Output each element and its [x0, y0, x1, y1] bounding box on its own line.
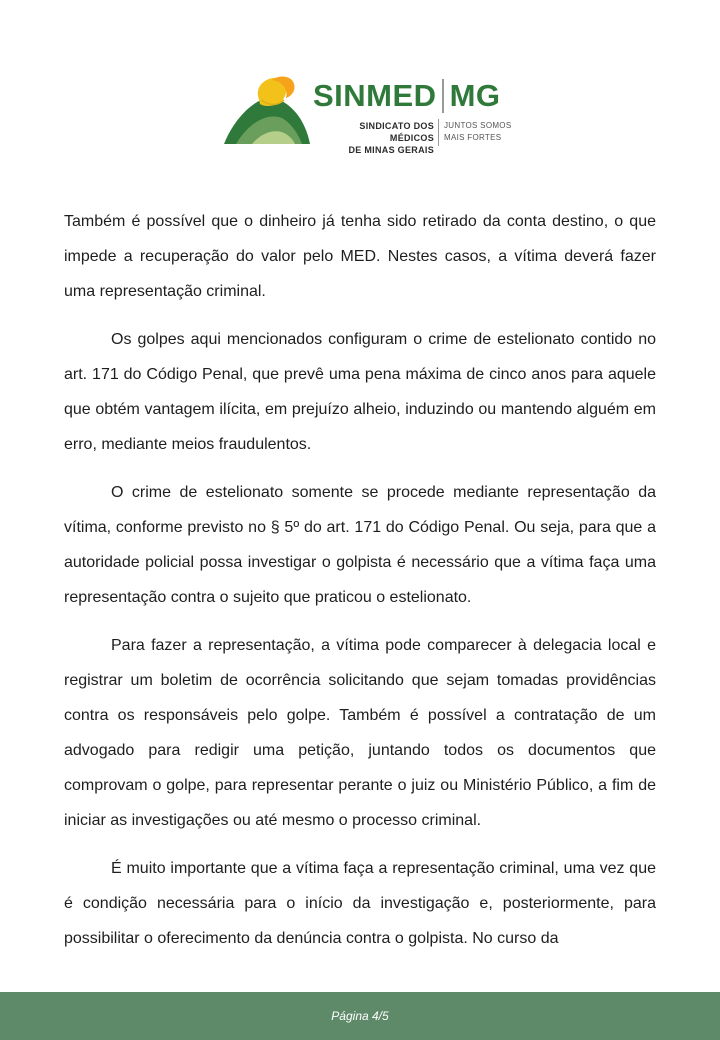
page-number: Página 4/5: [331, 1009, 389, 1023]
brand-name: SINMED: [313, 78, 437, 113]
paragraph-4: Para fazer a representação, a vítima pode comparecer à delegacia local e registrar um boletim de ocorrência solicitando que sejam tomadas providências contra os responsáveis pelo golpe. Também é possível a contratação de um advogado para redigir uma petição, juntando todos os documentos que comprovam o golpe, para representar perante o juiz ou Ministério Público, a fim de iniciar as investigações ou até mesmo o processo criminal.: [64, 637, 656, 829]
tagline-divider: [438, 119, 439, 146]
paragraph-1: Também é possível que o dinheiro já tenha sido retirado da conta destino, o que impede a recuperação do valor pelo MED. Nestes casos, a vítima deverá fazer uma representação criminal.: [64, 213, 656, 300]
paragraph-2: Os golpes aqui mencionados configuram o crime de estelionato contido no art. 171 do Código Penal, que prevê uma pena máxima de cinco anos para aquele que obtém vantagem ilícita, em prejuízo alheio, induzindo ou mantendo alguém em erro, mediante meios fraudulentos.: [64, 331, 656, 453]
slogan-line-1: JUNTOS SOMOS: [444, 121, 512, 130]
page-header: [0, 58, 720, 158]
paragraph-3: O crime de estelionato somente se procede mediante representação da vítima, conforme previsto no § 5º do art. 171 do Código Penal. Ou seja, para que a autoridade policial possa investigar o golpista é necessário que a vítima faça uma representação contra o sujeito que praticou o estelionato.: [64, 484, 656, 606]
brand-state: MG: [449, 78, 501, 113]
document-body: [64, 204, 656, 969]
tagline-line-1: SINDICATO DOS MÉDICOS: [359, 121, 434, 143]
brand-divider: [442, 79, 444, 113]
page-footer: [0, 992, 720, 1040]
brand-slogan: [444, 120, 514, 144]
brand-tagline: [316, 120, 434, 156]
slogan-line-2: MAIS FORTES: [444, 133, 502, 142]
sinmed-logo-icon: [222, 72, 312, 146]
tagline-line-2: DE MINAS GERAIS: [348, 145, 434, 155]
brand-title: [313, 78, 501, 114]
paragraph-5: É muito importante que a vítima faça a representação criminal, uma vez que é condição necessária para o início da investigação e, posteriormente, para possibilitar o oferecimento da denúncia contra o golpista. No curso da: [64, 860, 656, 947]
